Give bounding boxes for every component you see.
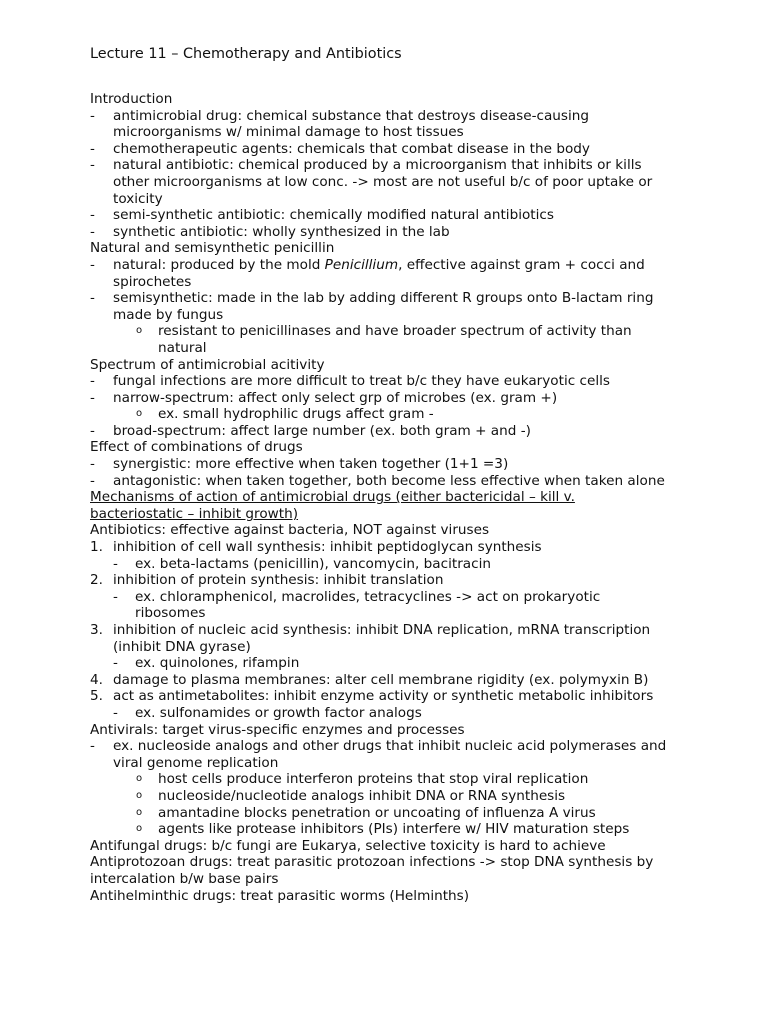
numbered-item [90, 572, 690, 589]
heading-text: Natural and semisynthetic penicillin [90, 240, 335, 257]
circle-bullet-marker: o [136, 789, 143, 801]
bullet-marker: - [90, 456, 95, 473]
numbered-item [90, 688, 690, 705]
continuation-line [90, 124, 690, 141]
bullet-marker: - [90, 256, 95, 273]
list-number: 2. [90, 572, 103, 589]
bullet-item [90, 141, 690, 158]
heading-text: Introduction [90, 91, 173, 107]
bullet-text: broad-spectrum: affect large number (ex. both gram + and -) [113, 422, 531, 439]
bullet-item [90, 257, 690, 274]
circle-bullet-item [90, 788, 690, 805]
underlined-heading [90, 489, 690, 506]
bullet-text: nucleoside/nucleotide analogs inhibit DNA or RNA synthesis [158, 787, 566, 804]
heading-text: bacteriostatic – inhibit growth) [90, 505, 299, 522]
list-number: 4. [90, 671, 103, 688]
bullet-text: ex. beta-lactams (penicillin), vancomycin, bacitracin [135, 555, 491, 572]
bullet-marker: - [90, 373, 95, 390]
bullet-text: ex. quinolones, rifampin [135, 655, 300, 672]
bullet-marker: - [113, 655, 118, 672]
bullet-item [90, 456, 690, 473]
bullet-text [113, 257, 645, 274]
numbered-text: damage to plasma membranes: alter cell membrane rigidity (ex. polymyxin B) [113, 671, 649, 688]
section-heading [90, 838, 690, 855]
sub-bullet-item [90, 589, 690, 606]
bullet-item [90, 390, 690, 407]
section-heading [90, 722, 690, 739]
bullet-marker: - [90, 223, 95, 240]
bullet-text: natural [158, 339, 207, 356]
bullet-item [90, 290, 690, 307]
bullet-text: semisynthetic: made in the lab by adding different R groups onto B-lactam ring [113, 290, 654, 307]
section-heading [90, 91, 690, 108]
numbered-text: inhibition of cell wall synthesis: inhibit peptidoglycan synthesis [113, 539, 542, 556]
numbered-text: act as antimetabolites: inhibit enzyme activity or synthetic metabolic inhibitors [113, 688, 654, 705]
numbered-text: inhibition of protein synthesis: inhibit translation [113, 572, 444, 589]
bullet-item [90, 157, 690, 174]
section-heading [90, 871, 690, 888]
sub-bullet-item [90, 705, 690, 722]
section-heading [90, 240, 690, 257]
heading-text: Effect of combinations of drugs [90, 439, 303, 456]
list-number: 1. [90, 539, 103, 556]
section-heading [90, 439, 690, 456]
circle-bullet-marker: o [136, 408, 143, 420]
numbered-text: inhibition of nucleic acid synthesis: inhibit DNA replication, mRNA transcription [113, 622, 651, 638]
bullet-text: antagonistic: when taken together, both become less effective when taken alone [113, 472, 665, 489]
bullet-item [90, 207, 690, 224]
text-run: , effective against gram + cocci and [398, 256, 645, 273]
continuation-line [90, 274, 690, 291]
bullet-text: semi-synthetic antibiotic: chemically modified natural antibiotics [113, 207, 554, 224]
continuation-line [90, 755, 690, 772]
bullet-marker: - [113, 555, 118, 572]
heading-text: Antiprotozoan drugs: treat parasitic protozoan infections -> stop DNA synthesis by [90, 854, 654, 871]
circle-bullet-item [90, 406, 690, 423]
document-body [90, 91, 690, 904]
circle-bullet-item [90, 821, 690, 838]
document-title: Lecture 11 – Chemotherapy and Antibiotics [90, 46, 402, 62]
bullet-text: ex. sulfonamides or growth factor analogs [135, 704, 422, 721]
section-heading [90, 357, 690, 374]
bullet-marker: - [90, 140, 95, 157]
heading-text: Antihelminthic drugs: treat parasitic worms (Helminths) [90, 887, 470, 904]
bullet-text: narrow-spectrum: affect only select grp of microbes (ex. gram +) [113, 389, 558, 406]
bullet-item [90, 423, 690, 440]
bullet-text: chemotherapeutic agents: chemicals that combat disease in the body [113, 140, 590, 157]
bullet-text: microorganisms w/ minimal damage to host tissues [113, 124, 464, 141]
bullet-text: agents like protease inhibitors (PIs) interfere w/ HIV maturation steps [158, 821, 630, 838]
bullet-item [90, 738, 690, 755]
bullet-text: amantadine blocks penetration or uncoating of influenza A virus [158, 804, 596, 821]
section-heading [90, 854, 690, 871]
bullet-marker: - [90, 738, 95, 755]
heading-text: intercalation b/w base pairs [90, 870, 279, 887]
circle-bullet-marker: o [136, 773, 143, 785]
heading-text: Antifungal drugs: b/c fungi are Eukarya, selective toxicity is hard to achieve [90, 837, 606, 854]
circle-bullet-marker: o [136, 325, 143, 337]
continuation-line [90, 174, 690, 191]
italic-term: Penicillium [324, 256, 399, 273]
bullet-text: viral genome replication [113, 754, 279, 771]
list-number: 5. [90, 688, 103, 705]
bullet-text: ex. small hydrophilic drugs affect gram - [158, 406, 434, 423]
bullet-text: ex. chloramphenicol, macrolides, tetracyclines -> act on prokaryotic [135, 588, 601, 605]
continuation-line [90, 307, 690, 324]
underlined-heading [90, 506, 690, 523]
numbered-item [90, 622, 690, 639]
circle-bullet-marker: o [136, 806, 143, 818]
bullet-text: toxicity [113, 190, 163, 207]
circle-bullet-item [90, 323, 690, 340]
bullet-text: ex. nucleoside analogs and other drugs that inhibit nucleic acid polymerases and [113, 738, 667, 755]
bullet-text: resistant to penicillinases and have broader spectrum of activity than [158, 323, 632, 340]
continuation-line [90, 191, 690, 208]
continuation-line [90, 639, 690, 656]
bullet-text: synthetic antibiotic: wholly synthesized in the lab [113, 223, 450, 240]
bullet-marker: - [90, 290, 95, 307]
heading-text: Antibiotics: effective against bacteria, NOT against viruses [90, 522, 490, 539]
continuation-line [90, 605, 690, 622]
heading-text: Antivirals: target virus-specific enzymes and processes [90, 721, 465, 738]
heading-text: Mechanisms of action of antimicrobial drugs (either bactericidal – kill v. [90, 489, 575, 506]
list-number: 3. [90, 622, 103, 638]
bullet-marker: - [113, 704, 118, 721]
bullet-text: ribosomes [135, 605, 206, 622]
bullet-text: other microorganisms at low conc. -> most are not useful b/c of poor uptake or [113, 173, 653, 190]
bullet-text: synergistic: more effective when taken together (1+1 =3) [113, 456, 509, 473]
sub-bullet-item [90, 556, 690, 573]
bullet-marker: - [90, 472, 95, 489]
bullet-item [90, 224, 690, 241]
bullet-text: (inhibit DNA gyrase) [113, 638, 251, 655]
numbered-item [90, 539, 690, 556]
circle-bullet-item [90, 771, 690, 788]
bullet-marker: - [90, 107, 95, 124]
circle-bullet-item [90, 805, 690, 822]
bullet-item [90, 373, 690, 390]
heading-text: Spectrum of antimicrobial acitivity [90, 356, 325, 373]
bullet-text: spirochetes [113, 273, 192, 290]
text-run: natural: produced by the mold [113, 256, 325, 273]
bullet-text: natural antibiotic: chemical produced by a microorganism that inhibits or kills [113, 157, 642, 174]
sub-bullet-item [90, 655, 690, 672]
continuation-line [90, 340, 690, 357]
bullet-marker: - [90, 157, 95, 174]
circle-bullet-marker: o [136, 823, 143, 835]
bullet-text: made by fungus [113, 306, 224, 323]
bullet-text: fungal infections are more difficult to treat b/c they have eukaryotic cells [113, 373, 610, 390]
bullet-marker: - [90, 422, 95, 439]
bullet-marker: - [113, 588, 118, 605]
section-heading [90, 888, 690, 905]
bullet-item [90, 473, 690, 490]
bullet-marker: - [90, 207, 95, 224]
bullet-text: host cells produce interferon proteins that stop viral replication [158, 771, 589, 788]
bullet-text: antimicrobial drug: chemical substance that destroys disease-causing [113, 107, 590, 124]
numbered-item [90, 672, 690, 689]
bullet-marker: - [90, 389, 95, 406]
bullet-item [90, 108, 690, 125]
section-heading [90, 522, 690, 539]
